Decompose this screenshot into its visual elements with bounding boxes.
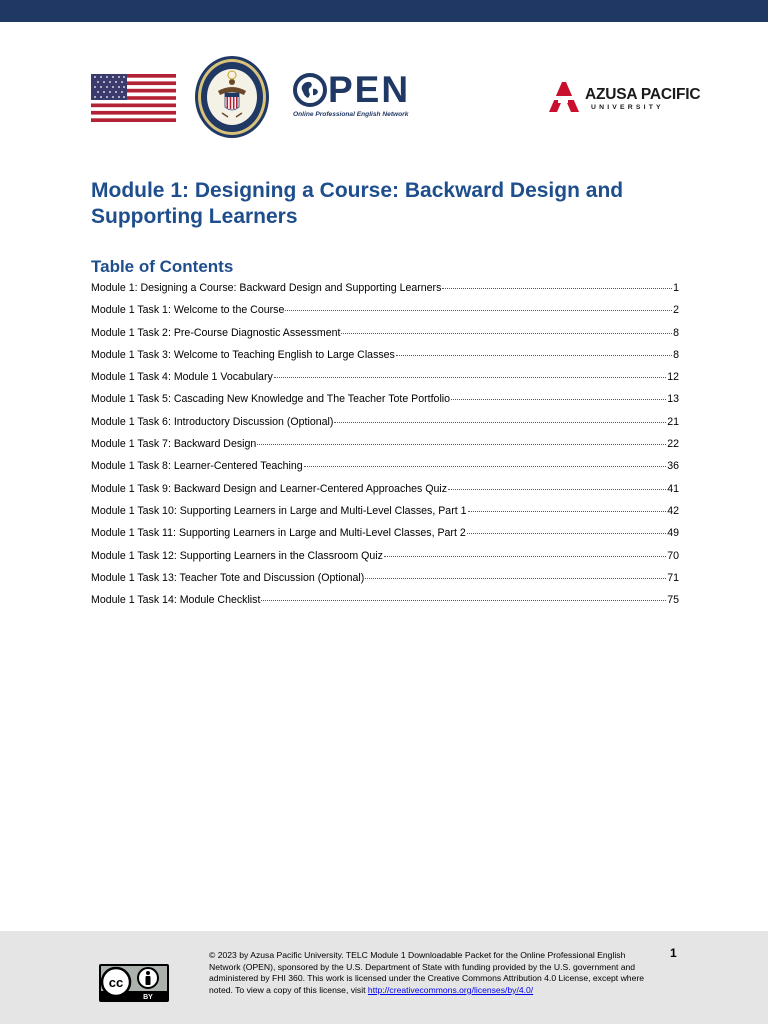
toc-entry-page: 2 — [673, 304, 679, 317]
toc-entry-label: Module 1 Task 11: Supporting Learners in Large and Multi-Level Classes, Part 2 — [91, 527, 466, 540]
toc-leader — [396, 355, 672, 356]
toc-leader — [468, 511, 667, 512]
toc-entry-page: 36 — [667, 460, 679, 473]
us-flag-icon — [91, 74, 176, 122]
toc-leader — [257, 444, 666, 445]
apu-mark-icon — [545, 78, 581, 116]
toc-entry-page: 8 — [673, 348, 679, 361]
toc-leader — [261, 600, 666, 601]
toc-entry[interactable] — [91, 527, 679, 549]
toc-entry-label: Module 1 Task 7: Backward Design — [91, 438, 257, 451]
toc-entry-page: 75 — [667, 594, 679, 607]
toc-entry[interactable] — [91, 483, 679, 505]
cc-badge-cc-text: cc — [108, 975, 124, 990]
cc-badge-by-text: BY — [143, 994, 153, 1001]
document-title: Module 1: Designing a Course: Backward Design and Supporting Learners — [91, 179, 624, 228]
toc-entry-label: Module 1 Task 8: Learner-Centered Teaching — [91, 460, 303, 473]
toc-entry-label: Module 1 Task 2: Pre-Course Diagnostic Assessment — [91, 326, 341, 339]
license-link[interactable]: http://creativecommons.org/licenses/by/4.0/ — [367, 984, 534, 995]
toc-entry-page: 70 — [667, 549, 679, 562]
toc-entry-page: 12 — [667, 371, 679, 384]
azusa-pacific-logo — [545, 78, 705, 118]
toc-entry-page: 49 — [667, 527, 679, 540]
toc-entry[interactable] — [91, 349, 679, 371]
toc-entry-page: 42 — [667, 504, 679, 517]
toc-entry-page: 41 — [667, 482, 679, 495]
toc-entry[interactable] — [91, 438, 679, 460]
toc-entry[interactable] — [91, 416, 679, 438]
toc-entry-label: Module 1 Task 3: Welcome to Teaching English to Large Classes — [91, 348, 395, 361]
department-of-state-seal-icon — [194, 55, 270, 139]
toc-entry-page: 22 — [667, 438, 679, 451]
toc-entry-page: 1 — [673, 282, 679, 294]
toc-entry-label: Module 1 Task 4: Module 1 Vocabulary — [91, 371, 273, 384]
page-footer — [0, 931, 768, 1024]
toc-entry[interactable] — [91, 304, 679, 326]
toc-leader — [304, 466, 667, 467]
top-banner-bar — [0, 0, 768, 22]
toc-entry-label: Module 1 Task 10: Supporting Learners in Large and Multi-Level Classes, Part 1 — [91, 504, 467, 517]
toc-entry-page: 71 — [667, 571, 679, 584]
toc-leader — [448, 489, 666, 490]
apu-subtitle: UNIVERSITY — [591, 104, 664, 111]
toc-entry-label: Module 1 Task 6: Introductory Discussion (Optional) — [91, 415, 334, 428]
apu-name: AZUSA PACIFIC — [585, 86, 701, 103]
table-of-contents — [91, 282, 679, 616]
toc-entry-page: 21 — [667, 415, 679, 428]
toc-entry[interactable] — [91, 393, 679, 415]
toc-entry[interactable] — [91, 594, 679, 616]
page-number: 1 — [670, 946, 677, 960]
globe-icon — [293, 73, 327, 107]
toc-leader — [451, 399, 666, 400]
toc-entry[interactable] — [91, 282, 679, 304]
license-text: © 2023 by Azusa Pacific University. TELC Module 1 Downloadable Packet for the Online Professional English Network (OPEN), sponsored by the U.S. Department of State with funding provided by the U.S. government and administered by FHI 360. This work is licensed under the Creative Commons Attribution 4.0 License, except where noted. To view a copy of this license, visit — [209, 950, 644, 995]
toc-entry-page: 13 — [667, 393, 679, 406]
toc-heading: Table of Contents — [91, 257, 234, 276]
toc-entry[interactable] — [91, 550, 679, 572]
toc-entry[interactable] — [91, 505, 679, 527]
license-notice — [209, 950, 659, 996]
toc-leader — [334, 422, 666, 423]
open-logo-tagline: Online Professional English Network — [293, 111, 409, 118]
toc-entry[interactable] — [91, 327, 679, 349]
open-logo — [293, 70, 433, 126]
toc-entry-label: Module 1: Designing a Course: Backward Design and Supporting Learners — [91, 282, 442, 294]
toc-leader — [274, 377, 666, 378]
header-logos — [0, 52, 768, 144]
toc-entry-page: 8 — [673, 326, 679, 339]
toc-leader — [384, 556, 666, 557]
toc-entry-label: Module 1 Task 1: Welcome to the Course — [91, 304, 285, 317]
toc-entry-label: Module 1 Task 14: Module Checklist — [91, 594, 261, 607]
toc-leader — [365, 578, 666, 579]
toc-entry-label: Module 1 Task 5: Cascading New Knowledge and The Teacher Tote Portfolio — [91, 393, 451, 406]
toc-leader — [341, 333, 672, 334]
open-logo-word: PEN — [328, 69, 411, 110]
toc-entry-label: Module 1 Task 9: Backward Design and Learner-Centered Approaches Quiz — [91, 482, 448, 495]
creative-commons-by-badge-icon — [99, 964, 169, 1002]
toc-leader — [285, 310, 672, 311]
toc-leader — [442, 288, 672, 289]
toc-entry[interactable] — [91, 460, 679, 482]
toc-entry-label: Module 1 Task 12: Supporting Learners in the Classroom Quiz — [91, 549, 383, 562]
toc-entry[interactable] — [91, 572, 679, 594]
toc-entry-label: Module 1 Task 13: Teacher Tote and Discussion (Optional) — [91, 571, 365, 584]
toc-entry[interactable] — [91, 371, 679, 393]
toc-leader — [467, 533, 666, 534]
